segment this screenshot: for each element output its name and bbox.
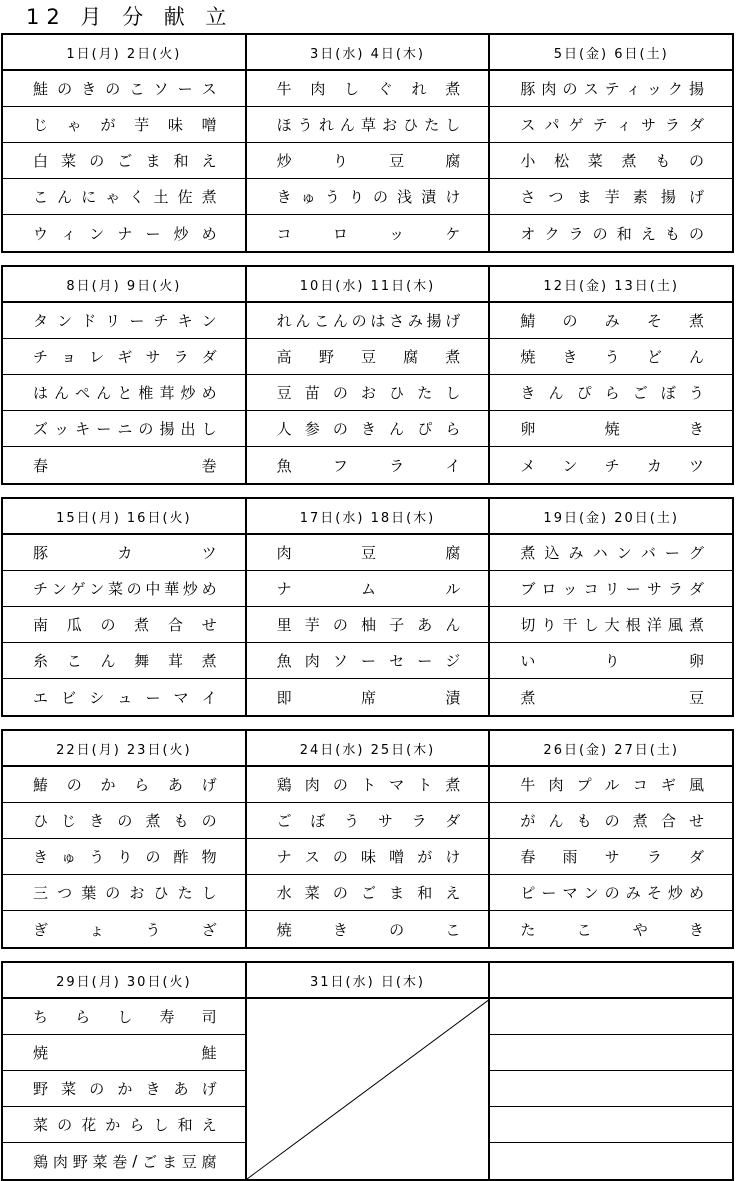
menu-item: 煮 豆 <box>520 688 705 707</box>
day-column <box>3 731 245 947</box>
day-column <box>488 963 732 1179</box>
menu-item: タ ン ド リ ー チ キ ン <box>3 303 245 339</box>
menu-item: ズ ッ キ ー ニ の 揚 出 し <box>3 411 245 447</box>
menu-item: ナ ム ル <box>247 571 489 607</box>
menu-item: こ ん に ゃ く 土 佐 煮 <box>3 179 245 215</box>
menu-item: れ ん こ ん の は さ み 揚 げ <box>247 303 489 339</box>
day-header: 10日(水) 11日(木) <box>247 267 489 303</box>
day-header: 26日(金) 27日(土) <box>490 731 732 767</box>
menu-item: 即 席 漬 <box>276 688 461 707</box>
day-header: 12日(金) 13日(土) <box>490 267 732 303</box>
menu-item: コ ロ ッ ケ <box>276 224 461 243</box>
day-header: 15日(月) 16日(火) <box>3 499 245 535</box>
day-header: 29日(月) 30日(火) <box>3 963 245 999</box>
menu-item: 水 菜 の ご ま 和 え <box>247 875 489 911</box>
menu-item: き ん ぴ ら ご ぼ う <box>490 375 732 411</box>
menu-item: ウ ィ ン ナ ー 炒 め <box>33 224 217 243</box>
menu-item: ブ ロ ッ コ リ ー サ ラ ダ <box>490 571 732 607</box>
menu-item: 肉 豆 腐 <box>247 535 489 571</box>
day-column <box>3 963 245 1179</box>
menu-item: ピ ー マ ン の み そ 炒 め <box>490 875 732 911</box>
day-column <box>488 267 732 483</box>
day-header: 24日(水) 25日(木) <box>247 731 489 767</box>
menu-item: 魚 肉 ソ ー セ ー ジ <box>247 643 489 679</box>
menu-item: 牛 肉 プ ル コ ギ 風 <box>490 767 732 803</box>
day-column <box>3 267 245 483</box>
menu-item: ひ じ き の 煮 も の <box>3 803 245 839</box>
menu-item <box>490 999 732 1035</box>
menu-item: じ ゃ が 芋 味 噌 <box>3 107 245 143</box>
empty-cell-diagonal <box>247 999 490 1179</box>
menu-item: 鮭 の き の こ ソ ー ス <box>3 71 245 107</box>
menu-item: が ん も の 煮 合 せ <box>490 803 732 839</box>
day-column <box>245 731 489 947</box>
day-column <box>245 267 489 483</box>
menu-item: ち ら し 寿 司 <box>3 999 245 1035</box>
menu-item: ほ う れ ん 草 お ひ た し <box>247 107 489 143</box>
menu-item: ス パ ゲ テ ィ サ ラ ダ <box>490 107 732 143</box>
week-block <box>1 961 734 1181</box>
menu-item: 白 菜 の ご ま 和 え <box>3 143 245 179</box>
menu-item: た こ や き <box>520 920 705 939</box>
menu-item: 鶏 肉 野 菜 巻 / ご ま 豆 腐 <box>33 1152 217 1171</box>
menu-item: き ゅ う り の 浅 漬 け <box>247 179 489 215</box>
menu-item <box>490 1143 732 1179</box>
day-header: 3日(水) 4日(木) <box>247 35 489 71</box>
day-header: 31日(水) 日(木) <box>247 963 489 999</box>
day-column <box>3 35 245 251</box>
menu-item: 糸 こ ん 舞 茸 煮 <box>3 643 245 679</box>
menu-item: 鶏 肉 の ト マ ト 煮 <box>247 767 489 803</box>
menu-item: 豚 肉 の ス テ ィ ッ ク 揚 <box>490 71 732 107</box>
menu-item: 菜 の 花 か ら し 和 え <box>3 1107 245 1143</box>
menu-item: 豆 苗 の お ひ た し <box>247 375 489 411</box>
menu-item: 春 巻 <box>33 456 217 475</box>
day-header: 1日(月) 2日(火) <box>3 35 245 71</box>
week-block <box>1 729 734 949</box>
menu-item: 魚 フ ラ イ <box>276 456 461 475</box>
day-header: 5日(金) 6日(土) <box>490 35 732 71</box>
menu-item: 焼 き う ど ん <box>490 339 732 375</box>
menu-item: 人 参 の き ん ぴ ら <box>247 411 489 447</box>
week-block <box>1 265 734 485</box>
menu-item <box>490 1071 732 1107</box>
menu-item: 春 雨 サ ラ ダ <box>490 839 732 875</box>
menu-item: メ ン チ カ ツ <box>520 456 704 475</box>
day-header: 8日(月) 9日(火) <box>3 267 245 303</box>
day-header: 19日(金) 20日(土) <box>490 499 732 535</box>
menu-item: エ ビ シ ュ ー マ イ <box>33 688 217 707</box>
menu-item: さ つ ま 芋 素 揚 げ <box>490 179 732 215</box>
menu-item: 炒 り 豆 腐 <box>247 143 489 179</box>
menu-item: ご ぼ う サ ラ ダ <box>247 803 489 839</box>
menu-item: 焼 き の こ <box>276 920 461 939</box>
menu-item: オ ク ラ の 和 え も の <box>520 224 705 243</box>
menu-item: 鰆 の か ら あ げ <box>3 767 245 803</box>
menu-item: チ ン ゲ ン 菜 の 中 華 炒 め <box>3 571 245 607</box>
menu-item: 煮 込 み ハ ン バ ー グ <box>490 535 732 571</box>
menu-item: ナ ス の 味 噌 が け <box>247 839 489 875</box>
menu-item <box>490 1107 732 1143</box>
menu-item: 豚 カ ツ <box>3 535 245 571</box>
day-column <box>488 499 732 715</box>
menu-item: 三 つ 葉 の お ひ た し <box>3 875 245 911</box>
menu-item: 南 瓜 の 煮 合 せ <box>3 607 245 643</box>
week-block <box>1 33 734 253</box>
menu-item: 牛 肉 し ぐ れ 煮 <box>247 71 489 107</box>
menu-item: 高 野 豆 腐 煮 <box>247 339 489 375</box>
menu-item: 切 り 干 し 大 根 洋 風 煮 <box>490 607 732 643</box>
menu-item: 小 松 菜 煮 も の <box>490 143 732 179</box>
day-header <box>490 963 732 999</box>
day-column <box>488 731 732 947</box>
menu-item <box>490 1035 732 1071</box>
menu-item: は ん ぺ ん と 椎 茸 炒 め <box>3 375 245 411</box>
menu-item: 卵 焼 き <box>490 411 732 447</box>
day-header: 22日(月) 23日(火) <box>3 731 245 767</box>
day-column <box>245 35 489 251</box>
menu-item: 焼 鮭 <box>3 1035 245 1071</box>
week-block <box>1 497 734 717</box>
menu-item: チ ョ レ ギ サ ラ ダ <box>3 339 245 375</box>
menu-item: い り 卵 <box>490 643 732 679</box>
menu-item: ぎ ょ う ざ <box>33 920 217 939</box>
menu-item: 里 芋 の 柚 子 あ ん <box>247 607 489 643</box>
day-header: 17日(水) 18日(木) <box>247 499 489 535</box>
day-column <box>245 499 489 715</box>
day-column <box>488 35 732 251</box>
menu-item: 野 菜 の か き あ げ <box>3 1071 245 1107</box>
day-column <box>3 499 245 715</box>
day-column <box>245 963 489 1179</box>
menu-item: 鯖 の み そ 煮 <box>490 303 732 339</box>
menu-item: き ゅ う り の 酢 物 <box>3 839 245 875</box>
page-title: 12 月 分 献 立 <box>26 5 234 29</box>
